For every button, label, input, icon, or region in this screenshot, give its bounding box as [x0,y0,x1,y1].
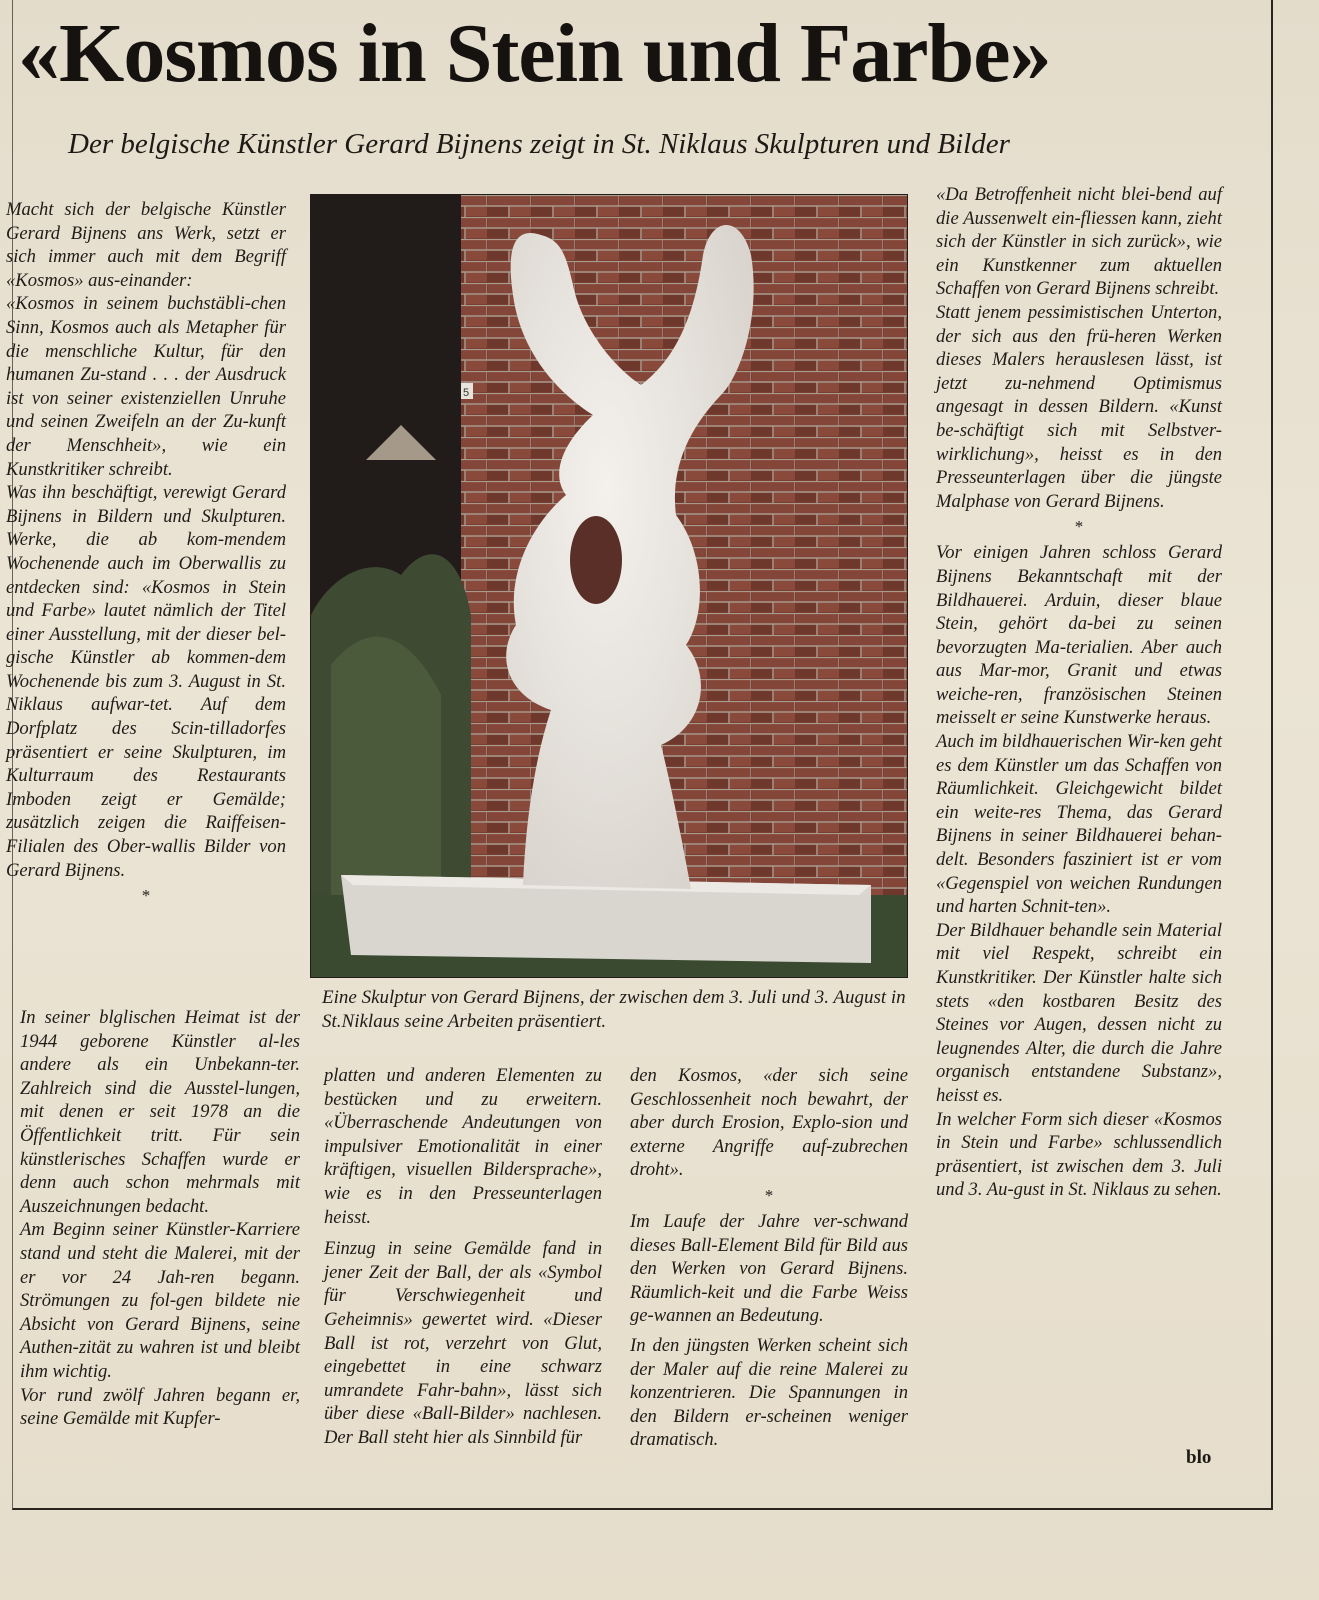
paragraph: Auch im bildhauerischen Wir-ken geht es dem Künstler um das Schaffen von Räumlichkeit. Gleichgewicht bildet ein weite-res Thema, das Gerard Bijnens in seiner Bildhauerei behan-delt. Besonders fasziniert ist er vom «Gegenspiel von weichen Rundungen und harten Schnit-ten». [936,731,1222,918]
headline: «Kosmos in Stein und Farbe» [18,7,1051,100]
paragraph: platten und anderen Elementen zu bestücken und zu erweitern. «Überraschende Andeutungen von impulsiver Emotionalität in einer kräftigen, visuellen Bildersprache», wie es in den Presseunterlagen heisst. [324,1065,602,1228]
paragraph: Was ihn beschäftigt, verewigt Gerard Bijnens in Bildern und Skulpturen. Werke, die ab kom-mendem Wochenende auch im Oberwallis zu entdecken sind: «Kosmos in Stein und Farbe» lautet nämlich der Titel einer Ausstellung, mit der dieser bel-gische Künstler ab kommen-dem Wochenende bis zum 3. August in St. Niklaus aufwar-tet. Auf dem Dorfplatz des Scin-tilladorfes präsentiert er seine Skulpturen, im Kulturraum des Restaurants Imboden zeigt er Gemälde; zusätzlich zeigen die Raiffeisen-Filialen des Ober-wallis Bilder von Gerard Bijnens. [6,482,286,881]
section-separator: * [1074,517,1084,537]
paragraph: Vor einigen Jahren schloss Gerard Bijnens Bekanntschaft mit der Bildhauerei. Arduin, dieser blaue Stein, gehört da-bei zu seinen bevorzugten Ma-terialien. Aber auch aus Mar-mor, Granit und etwas weiche-ren, französischen Steinen meisselt er seine Kunstwerke heraus. [936,542,1222,729]
paragraph: Statt jenem pessimistischen Unterton, der sich aus den frü-heren Werken dieses Malers herauslesen lässt, ist jetzt zu-nehmend Optimismus angesagt in dessen Bildern. «Kunst be-schäftigt sich mit Selbstver-wirklichung», heisst es in den Presseunterlagen über die jüngste Malphase von Gerard Bijnens. [936,301,1222,512]
paragraph: Im Laufe der Jahre ver-schwand dieses Ball-Element Bild für Bild aus den Werken von Gerard Bijnens. Räumlich-keit und die Farbe Weiss ge-wannen an Bedeutung. [630,1210,908,1327]
paragraph: «Kosmos in seinem buchstäbli-chen Sinn, Kosmos auch als Metapher für die menschliche Kultur, für den humanen Zu-stand . . . der Ausdruck ist von seiner existenziellen Unruhe und seinen Zweifeln an der Zu-kunft der Menschheit», wie ein Kunstkritiker schreibt. [6,293,286,480]
paragraph: Der Bildhauer behandle sein Material mit viel Respekt, schreibt ein Kunstkritiker. Der Künstler halte sich stets «den kostbaren Besitz des Steines vor Augen, dessen nicht zu leugnendes Alter, die durch die Jahre organisch entstandene Substanz», heisst es. [936,919,1222,1106]
section-separator: * [764,1185,774,1205]
paragraph: Macht sich der belgische Künstler Gerard Bijnens ans Werk, setzt er sich immer auch mit dem Begriff «Kosmos» aus-einander: [6,199,286,291]
sculpture-photo-graphic [311,195,907,977]
photo-caption: Eine Skulptur von Gerard Bijnens, der zwischen dem 3. Juli und 3. August in St.Niklaus seine Arbeiten präsentiert. [322,987,906,1032]
wall-number: 5 [463,387,470,399]
paragraph: Am Beginn seiner Künstler-Karriere stand und steht die Malerei, mit der er vor 24 Jah-ren begann. Strömungen zu fol-gen bildete nie Absicht von Gerard Bijnens, seine Authen-zität zu wahren ist und bleibt ihm wichtig. [20,1219,300,1382]
author-signature: blo [1186,1447,1212,1468]
column-1-continued [20,1006,300,1431]
paragraph: «Da Betroffenheit nicht blei-bend auf die Aussenwelt ein-fliessen kann, zieht sich der Künstler in sich zurück», wie ein Kunstkenner zum aktuellen Schaffen von Gerard Bijnens schreibt. [936,184,1222,300]
paragraph: In welcher Form sich dieser «Kosmos in Stein und Farbe» schlussendlich präsentiert, ist zwischen dem 3. Juli und 3. Au-gust in St. Niklaus zu sehen. [936,1108,1222,1201]
paragraph: Vor rund zwölf Jahren begann er, seine Gemälde mit Kupfer- [20,1384,300,1430]
column-2 [324,1064,602,1450]
sculpture-photo [310,194,908,978]
subtitle: Der belgische Künstler Gerard Bijnens zeigt in St. Niklaus Skulpturen und Bilder [68,128,1010,160]
paragraph: In den jüngsten Werken scheint sich der Maler auf die reine Malerei zu konzentrieren. Die Spannungen in den Bildern er-scheinen weniger dramatisch. [630,1334,908,1451]
sculpture-hole [570,516,622,604]
section-separator: * [141,886,151,906]
column-3 [630,1064,908,1452]
paragraph: den Kosmos, «der sich seine Geschlossenheit noch bewahrt, der aber durch Erosion, Explo-sion und externe Angriffe auf-zubrechen droht». [630,1065,908,1181]
paragraph: Einzug in seine Gemälde fand in jener Zeit der Ball, der als «Symbol für Verschwiegenheit und Geheimnis» gewertet wird. «Dieser Ball ist rot, verzehrt von Glut, eingebettet in eine schwarz umrandete Fahr-bahn», lässt sich über diese «Ball-Bilder» nachlesen. Der Ball steht hier als Sinnbild für [324,1238,602,1448]
column-4 [936,183,1222,1202]
paragraph: In seiner blglischen Heimat ist der 1944 geborene Künstler al-les andere als ein Unbekann-ter. Zahlreich sind die Ausstel-lungen, mit denen er seit 1978 an die Öffentlichkeit tritt. Für sein künstlerisches Schaffen wurde er denn auch schon mehrmals mit Auszeichnungen bedacht. [20,1007,300,1217]
column-1 [6,198,286,910]
